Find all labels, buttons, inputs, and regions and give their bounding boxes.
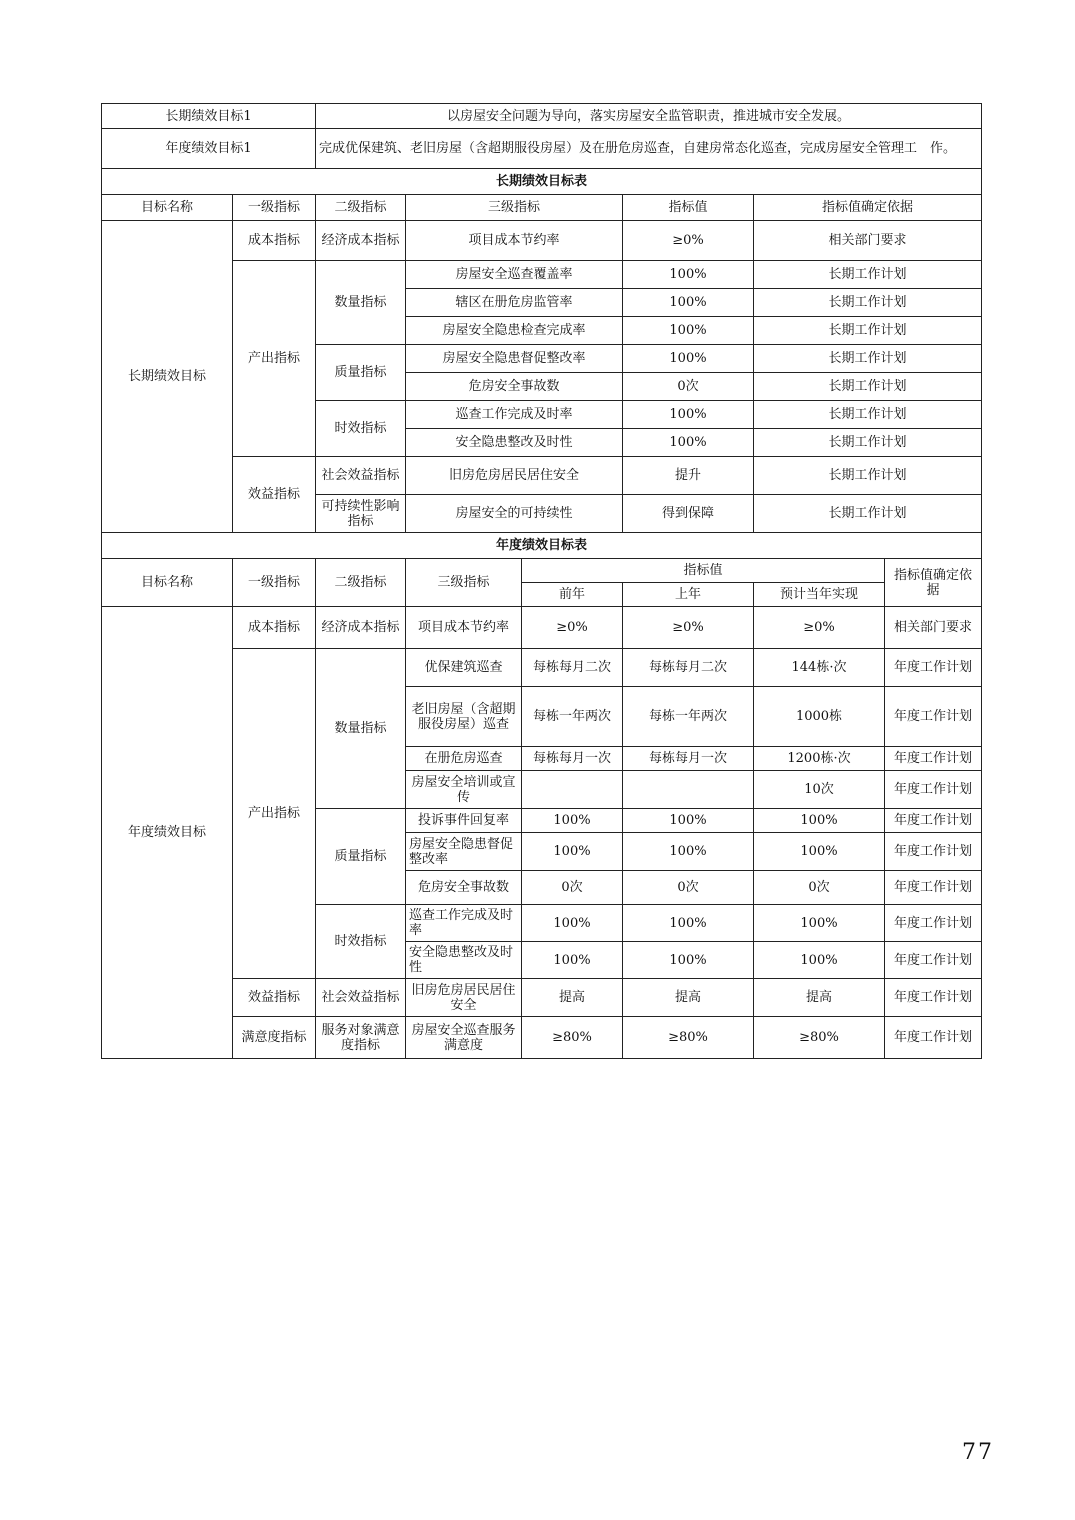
goal-table bbox=[101, 103, 982, 1059]
value-cell: 得到保障 bbox=[623, 495, 754, 533]
header-expect: 预计当年实现 bbox=[754, 583, 885, 607]
basis-cell: 年度工作计划 bbox=[885, 905, 982, 942]
header-l1: 一级指标 bbox=[233, 195, 316, 221]
last-cell: 100% bbox=[623, 833, 754, 871]
basis-cell: 年度工作计划 bbox=[885, 687, 982, 747]
expect-cell: 1200栋·次 bbox=[754, 747, 885, 771]
basis-cell: 年度工作计划 bbox=[885, 649, 982, 687]
l2-quantity: 数量指标 bbox=[316, 261, 406, 345]
expect-cell: 100% bbox=[754, 905, 885, 942]
l2-quality: 质量指标 bbox=[316, 809, 406, 905]
last-cell: 每栋一年两次 bbox=[623, 687, 754, 747]
l1-cost: 成本指标 bbox=[233, 221, 316, 261]
l3-cell: 旧房危房居民居住安全 bbox=[406, 457, 623, 495]
basis-cell: 年度工作计划 bbox=[885, 1017, 982, 1059]
l3-cell: 房屋安全隐患检查完成率 bbox=[406, 317, 623, 345]
l3-cell: 危房安全事故数 bbox=[406, 373, 623, 401]
l3-cell: 在册危房巡查 bbox=[406, 747, 522, 771]
l3-cell: 房屋安全培训或宣传 bbox=[406, 771, 522, 809]
expect-cell: 100% bbox=[754, 942, 885, 979]
l1-output: 产出指标 bbox=[233, 261, 316, 457]
value-cell: 100% bbox=[623, 401, 754, 429]
header-target-name: 目标名称 bbox=[102, 195, 233, 221]
last-cell: 100% bbox=[623, 905, 754, 942]
l3-cell: 房屋安全的可持续性 bbox=[406, 495, 623, 533]
l3-cell: 辖区在册危房监管率 bbox=[406, 289, 623, 317]
last-cell: 每栋每月一次 bbox=[623, 747, 754, 771]
l1-benefit: 效益指标 bbox=[233, 457, 316, 533]
l3-cell: 房屋安全隐患督促整改率 bbox=[406, 833, 522, 871]
l3-cell: 老旧房屋（含超期服役房屋）巡查 bbox=[406, 687, 522, 747]
header-prev: 前年 bbox=[522, 583, 623, 607]
value-cell: 100% bbox=[623, 289, 754, 317]
table-row bbox=[102, 221, 982, 261]
last-cell: 每栋每月二次 bbox=[623, 649, 754, 687]
expect-cell: 0次 bbox=[754, 871, 885, 905]
table-row bbox=[102, 607, 982, 649]
basis-cell: 长期工作计划 bbox=[754, 429, 982, 457]
prev-cell: 0次 bbox=[522, 871, 623, 905]
header-target-name: 目标名称 bbox=[102, 559, 233, 607]
expect-cell: 100% bbox=[754, 833, 885, 871]
last-cell: ≥0% bbox=[623, 607, 754, 649]
prev-cell: 每栋一年两次 bbox=[522, 687, 623, 747]
year-target-name: 年度绩效目标 bbox=[102, 607, 233, 1059]
year-table-title: 年度绩效目标表 bbox=[102, 533, 982, 559]
l2-sustain: 可持续性影响指标 bbox=[316, 495, 406, 533]
last-cell: 100% bbox=[623, 942, 754, 979]
prev-cell: 100% bbox=[522, 942, 623, 979]
header-l3: 三级指标 bbox=[406, 195, 623, 221]
header-l2: 二级指标 bbox=[316, 559, 406, 607]
l2-social: 社会效益指标 bbox=[316, 979, 406, 1017]
l3-cell: 项目成本节约率 bbox=[406, 221, 623, 261]
last-cell: 100% bbox=[623, 809, 754, 833]
expect-cell: 提高 bbox=[754, 979, 885, 1017]
prev-cell: ≥80% bbox=[522, 1017, 623, 1059]
prev-cell: 100% bbox=[522, 905, 623, 942]
l2-social: 社会效益指标 bbox=[316, 457, 406, 495]
basis-cell: 年度工作计划 bbox=[885, 809, 982, 833]
table-row bbox=[102, 457, 982, 495]
long-goal-text: 以房屋安全问题为导向，落实房屋安全监管职责，推进城市安全发展。 bbox=[316, 104, 982, 129]
l1-cost: 成本指标 bbox=[233, 607, 316, 649]
basis-cell: 长期工作计划 bbox=[754, 261, 982, 289]
year-goal-row bbox=[102, 129, 982, 169]
long-table-header bbox=[102, 195, 982, 221]
prev-cell: 100% bbox=[522, 809, 623, 833]
long-target-name: 长期绩效目标 bbox=[102, 221, 233, 533]
header-l3: 三级指标 bbox=[406, 559, 522, 607]
l3-cell: 旧房危房居民居住安全 bbox=[406, 979, 522, 1017]
value-cell: 0次 bbox=[623, 373, 754, 401]
l2-econ: 经济成本指标 bbox=[316, 607, 406, 649]
l3-cell: 项目成本节约率 bbox=[406, 607, 522, 649]
l1-benefit: 效益指标 bbox=[233, 979, 316, 1017]
basis-cell: 长期工作计划 bbox=[754, 457, 982, 495]
last-cell: 提高 bbox=[623, 979, 754, 1017]
l2-econ: 经济成本指标 bbox=[316, 221, 406, 261]
long-table-title-row bbox=[102, 169, 982, 195]
expect-cell: ≥80% bbox=[754, 1017, 885, 1059]
expect-cell: 100% bbox=[754, 809, 885, 833]
basis-cell: 年度工作计划 bbox=[885, 979, 982, 1017]
l3-cell: 房屋安全巡查服务满意度 bbox=[406, 1017, 522, 1059]
l2-service: 服务对象满意度指标 bbox=[316, 1017, 406, 1059]
l3-cell: 巡查工作完成及时率 bbox=[406, 401, 623, 429]
basis-cell: 年度工作计划 bbox=[885, 747, 982, 771]
value-cell: ≥0% bbox=[623, 221, 754, 261]
basis-cell: 长期工作计划 bbox=[754, 345, 982, 373]
header-value: 指标值 bbox=[623, 195, 754, 221]
expect-cell: ≥0% bbox=[754, 607, 885, 649]
year-table-header bbox=[102, 559, 982, 583]
l1-output: 产出指标 bbox=[233, 649, 316, 979]
prev-cell: ≥0% bbox=[522, 607, 623, 649]
l3-cell: 优保建筑巡查 bbox=[406, 649, 522, 687]
prev-cell bbox=[522, 771, 623, 809]
last-cell bbox=[623, 771, 754, 809]
basis-cell: 长期工作计划 bbox=[754, 289, 982, 317]
table-row bbox=[102, 649, 982, 687]
l2-quality: 质量指标 bbox=[316, 345, 406, 401]
l3-cell: 投诉事件回复率 bbox=[406, 809, 522, 833]
value-cell: 100% bbox=[623, 317, 754, 345]
l3-cell: 房屋安全隐患督促整改率 bbox=[406, 345, 623, 373]
basis-cell: 年度工作计划 bbox=[885, 871, 982, 905]
l3-cell: 安全隐患整改及时性 bbox=[406, 942, 522, 979]
basis-cell: 长期工作计划 bbox=[754, 401, 982, 429]
header-l2: 二级指标 bbox=[316, 195, 406, 221]
table-row bbox=[102, 979, 982, 1017]
performance-goal-sheet bbox=[101, 103, 981, 1059]
header-value: 指标值 bbox=[522, 559, 885, 583]
year-goal-text: 完成优保建筑、老旧房屋（含超期服役房屋）及在册危房巡查，自建房常态化巡查，完成房屋安全管理工 作。 bbox=[316, 129, 982, 169]
prev-cell: 100% bbox=[522, 833, 623, 871]
prev-cell: 每栋每月一次 bbox=[522, 747, 623, 771]
basis-cell: 长期工作计划 bbox=[754, 317, 982, 345]
long-table-title: 长期绩效目标表 bbox=[102, 169, 982, 195]
prev-cell: 每栋每月二次 bbox=[522, 649, 623, 687]
header-l1: 一级指标 bbox=[233, 559, 316, 607]
l3-cell: 房屋安全巡查覆盖率 bbox=[406, 261, 623, 289]
last-cell: 0次 bbox=[623, 871, 754, 905]
l1-satisfy: 满意度指标 bbox=[233, 1017, 316, 1059]
l3-cell: 危房安全事故数 bbox=[406, 871, 522, 905]
basis-cell: 相关部门要求 bbox=[885, 607, 982, 649]
value-cell: 100% bbox=[623, 345, 754, 373]
basis-cell: 相关部门要求 bbox=[754, 221, 982, 261]
expect-cell: 1000栋 bbox=[754, 687, 885, 747]
long-goal-label: 长期绩效目标1 bbox=[102, 104, 316, 129]
basis-cell: 长期工作计划 bbox=[754, 373, 982, 401]
basis-cell: 年度工作计划 bbox=[885, 771, 982, 809]
page-number: 77 bbox=[962, 1440, 994, 1465]
header-last: 上年 bbox=[623, 583, 754, 607]
last-cell: ≥80% bbox=[623, 1017, 754, 1059]
expect-cell: 10次 bbox=[754, 771, 885, 809]
value-cell: 提升 bbox=[623, 457, 754, 495]
table-row bbox=[102, 1017, 982, 1059]
value-cell: 100% bbox=[623, 261, 754, 289]
l2-time: 时效指标 bbox=[316, 905, 406, 979]
value-cell: 100% bbox=[623, 429, 754, 457]
year-goal-label: 年度绩效目标1 bbox=[102, 129, 316, 169]
basis-cell: 年度工作计划 bbox=[885, 942, 982, 979]
prev-cell: 提高 bbox=[522, 979, 623, 1017]
expect-cell: 144栋·次 bbox=[754, 649, 885, 687]
header-basis: 指标值确定依据 bbox=[885, 559, 982, 607]
table-row bbox=[102, 261, 982, 289]
l3-cell: 安全隐患整改及时性 bbox=[406, 429, 623, 457]
basis-cell: 年度工作计划 bbox=[885, 833, 982, 871]
l2-quantity: 数量指标 bbox=[316, 649, 406, 809]
year-table-title-row bbox=[102, 533, 982, 559]
l3-cell: 巡查工作完成及时率 bbox=[406, 905, 522, 942]
header-basis: 指标值确定依据 bbox=[754, 195, 982, 221]
long-goal-row bbox=[102, 104, 982, 129]
l2-time: 时效指标 bbox=[316, 401, 406, 457]
basis-cell: 长期工作计划 bbox=[754, 495, 982, 533]
